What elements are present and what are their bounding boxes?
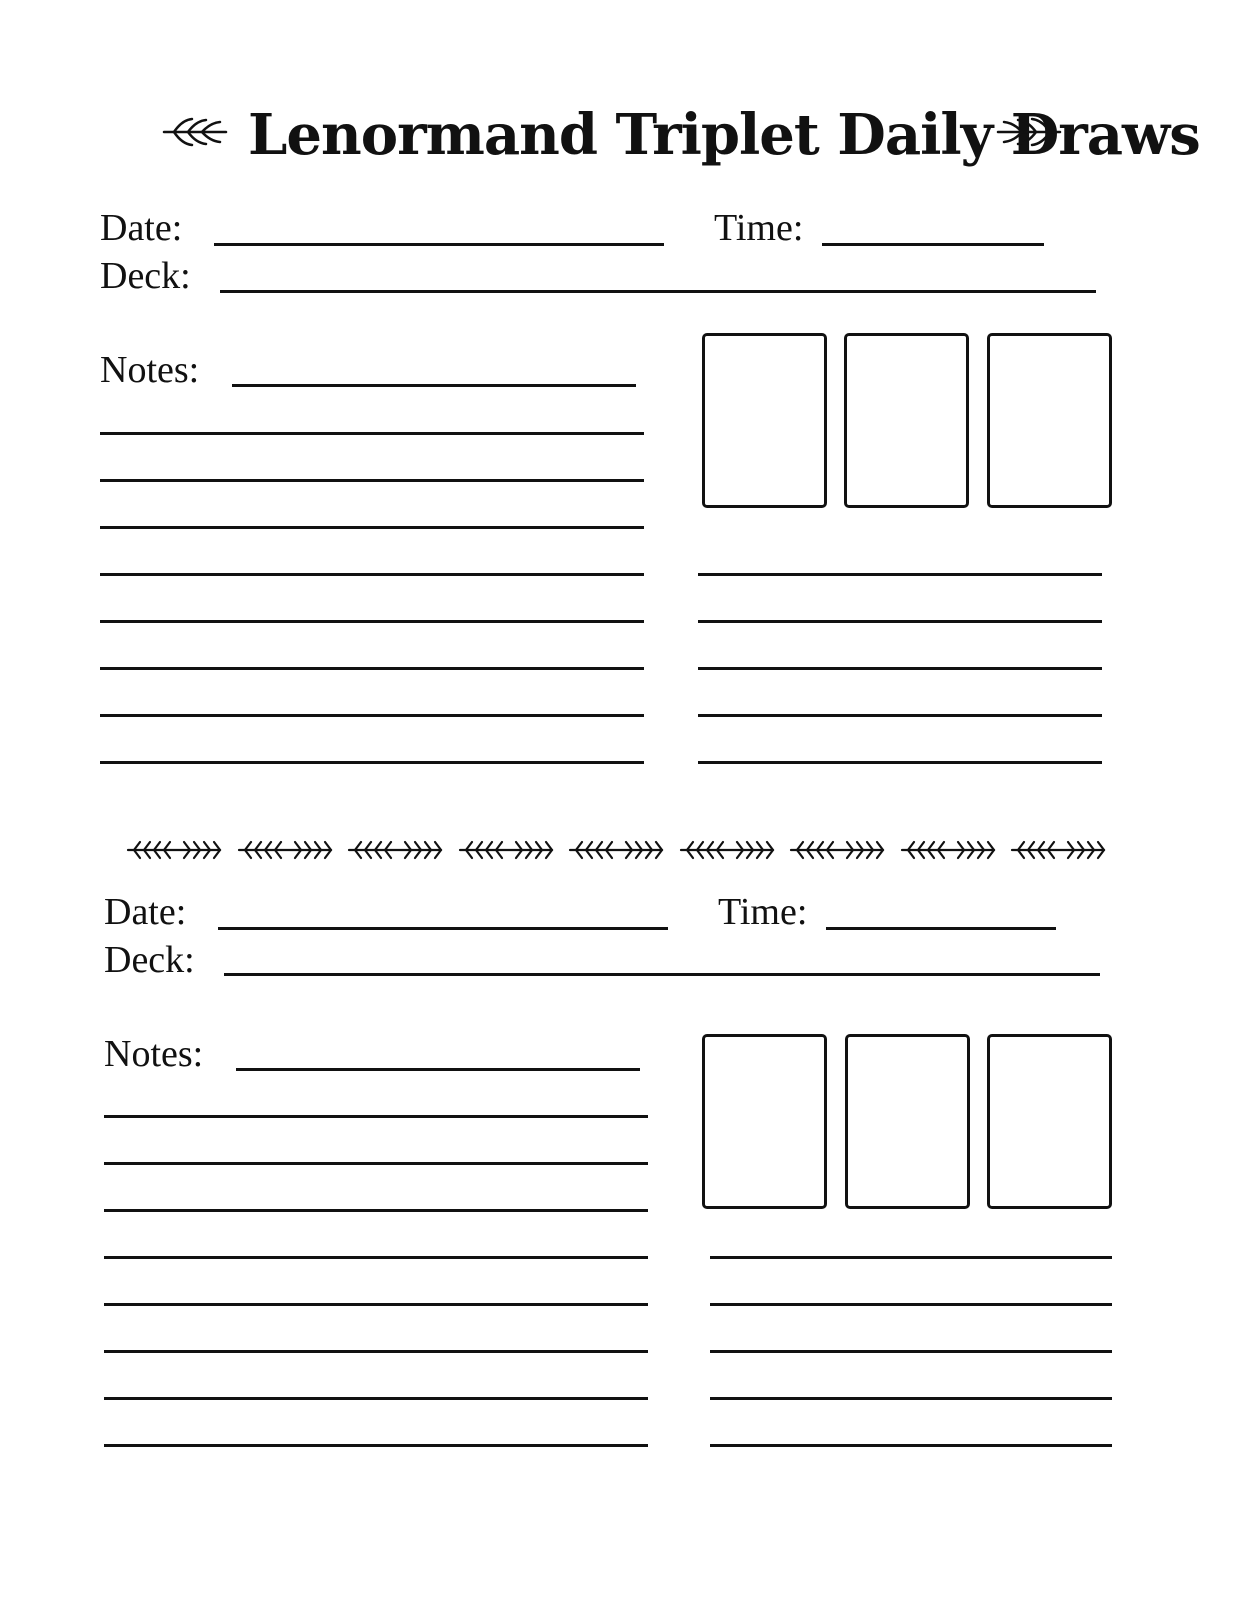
- notes-line[interactable]: [100, 761, 644, 764]
- card-slot-2[interactable]: [845, 1034, 970, 1209]
- section-divider: [126, 838, 1106, 862]
- notes-line[interactable]: [104, 1350, 648, 1353]
- time-field[interactable]: [826, 927, 1056, 930]
- notes-line[interactable]: [104, 1256, 648, 1259]
- card-notes-line[interactable]: [698, 714, 1102, 717]
- card-notes-line[interactable]: [710, 1397, 1112, 1400]
- notes-line[interactable]: [100, 479, 644, 482]
- card-notes-line[interactable]: [710, 1350, 1112, 1353]
- notes-line[interactable]: [104, 1397, 648, 1400]
- notes-label: Notes:: [100, 349, 200, 391]
- leaf-chain-icon: [789, 838, 885, 862]
- card-notes-line[interactable]: [710, 1303, 1112, 1306]
- deck-label: Deck:: [104, 939, 195, 981]
- leaf-chain-icon: [568, 838, 664, 862]
- card-notes-line[interactable]: [698, 667, 1102, 670]
- card-notes-line[interactable]: [698, 573, 1102, 576]
- time-label: Time:: [718, 891, 808, 933]
- notes-line[interactable]: [100, 667, 644, 670]
- leaf-chain-icon: [458, 838, 554, 862]
- notes-line[interactable]: [100, 620, 644, 623]
- date-field[interactable]: [218, 927, 668, 930]
- card-notes-line[interactable]: [698, 620, 1102, 623]
- notes-line[interactable]: [104, 1444, 648, 1447]
- notes-line[interactable]: [104, 1162, 648, 1165]
- deck-label: Deck:: [100, 255, 191, 297]
- page-title: Lenormand Triplet Daily Draws: [248, 102, 1200, 168]
- notes-line[interactable]: [104, 1303, 648, 1306]
- leaf-chain-icon: [1010, 838, 1106, 862]
- notes-line[interactable]: [104, 1209, 648, 1212]
- leaf-chain-icon: [900, 838, 996, 862]
- card-notes-line[interactable]: [698, 761, 1102, 764]
- notes-line[interactable]: [104, 1115, 648, 1118]
- date-label: Date:: [100, 207, 183, 249]
- leaf-chain-icon: [237, 838, 333, 862]
- notes-line[interactable]: [100, 714, 644, 717]
- deck-field[interactable]: [224, 973, 1100, 976]
- notes-label: Notes:: [104, 1033, 204, 1075]
- notes-line[interactable]: [100, 573, 644, 576]
- leaf-chain-icon: [347, 838, 443, 862]
- card-notes-line[interactable]: [710, 1256, 1112, 1259]
- card-slot-1[interactable]: [702, 1034, 827, 1209]
- notes-field[interactable]: [236, 1068, 640, 1071]
- card-notes-line[interactable]: [710, 1444, 1112, 1447]
- time-label: Time:: [714, 207, 804, 249]
- notes-line[interactable]: [100, 526, 644, 529]
- leaf-chain-icon: [679, 838, 775, 862]
- date-label: Date:: [104, 891, 187, 933]
- leaf-chain-icon: [126, 838, 222, 862]
- card-slot-3[interactable]: [987, 1034, 1112, 1209]
